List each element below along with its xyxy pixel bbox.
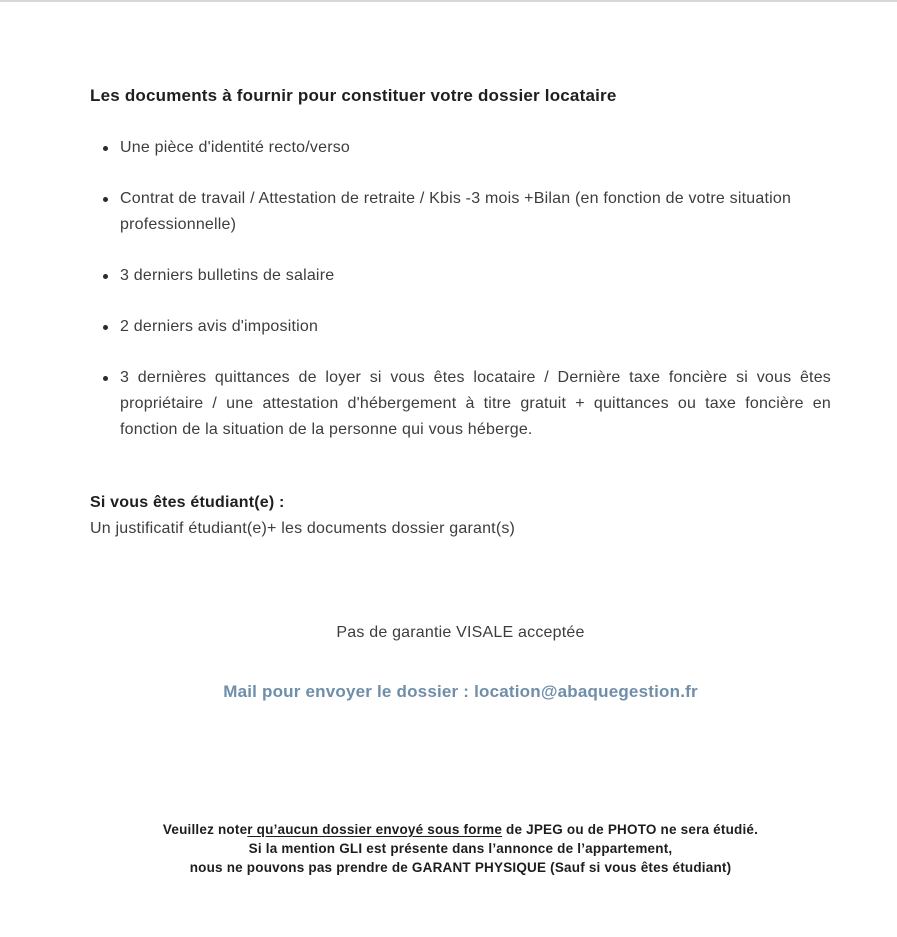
document-content <box>0 84 897 877</box>
footer-warning-line3: nous ne pouvons pas prendre de GARANT PHYSIQUE (Sauf si vous êtes étudiant) <box>189 860 732 875</box>
list-item: 3 derniers bulletins de salaire <box>120 263 831 289</box>
top-divider <box>0 0 897 2</box>
footer-line1-pre: Veuillez note <box>162 822 248 837</box>
list-item: 2 derniers avis d'imposition <box>120 314 831 340</box>
list-item: Une pièce d'identité recto/verso <box>120 135 831 161</box>
footer-line1-underlined: r qu’aucun dossier envoyé sous forme <box>247 822 503 837</box>
footer-warning-line2: Si la mention GLI est présente dans l’annonce de l’appartement, <box>248 841 673 856</box>
footer-warning <box>90 820 831 877</box>
mail-instruction: Mail pour envoyer le dossier : location@abaquegestion.fr <box>223 682 698 701</box>
page-title: Les documents à fournir pour constituer votre dossier locataire <box>90 86 617 105</box>
list-item: Contrat de travail / Attestation de retraite / Kbis -3 mois +Bilan (en fonction de votre situation professionnelle) <box>120 186 831 238</box>
student-section-text: Un justificatif étudiant(e)+ les documents dossier garant(s) <box>90 520 516 537</box>
documents-list <box>90 135 831 443</box>
student-section-heading: Si vous êtes étudiant(e) : <box>90 494 285 511</box>
footer-line1-post: de JPEG ou de PHOTO ne sera étudié. <box>502 822 759 837</box>
footer-warning-line1 <box>90 820 831 839</box>
visale-note: Pas de garantie VISALE acceptée <box>336 624 585 641</box>
list-item: 3 dernières quittances de loyer si vous êtes locataire / Dernière taxe foncière si vous êtes propriétaire / une attestation d'hébergement à titre gratuit + quittances ou taxe foncière en fonction de la situation de la personne qui vous héberge. <box>120 365 831 443</box>
